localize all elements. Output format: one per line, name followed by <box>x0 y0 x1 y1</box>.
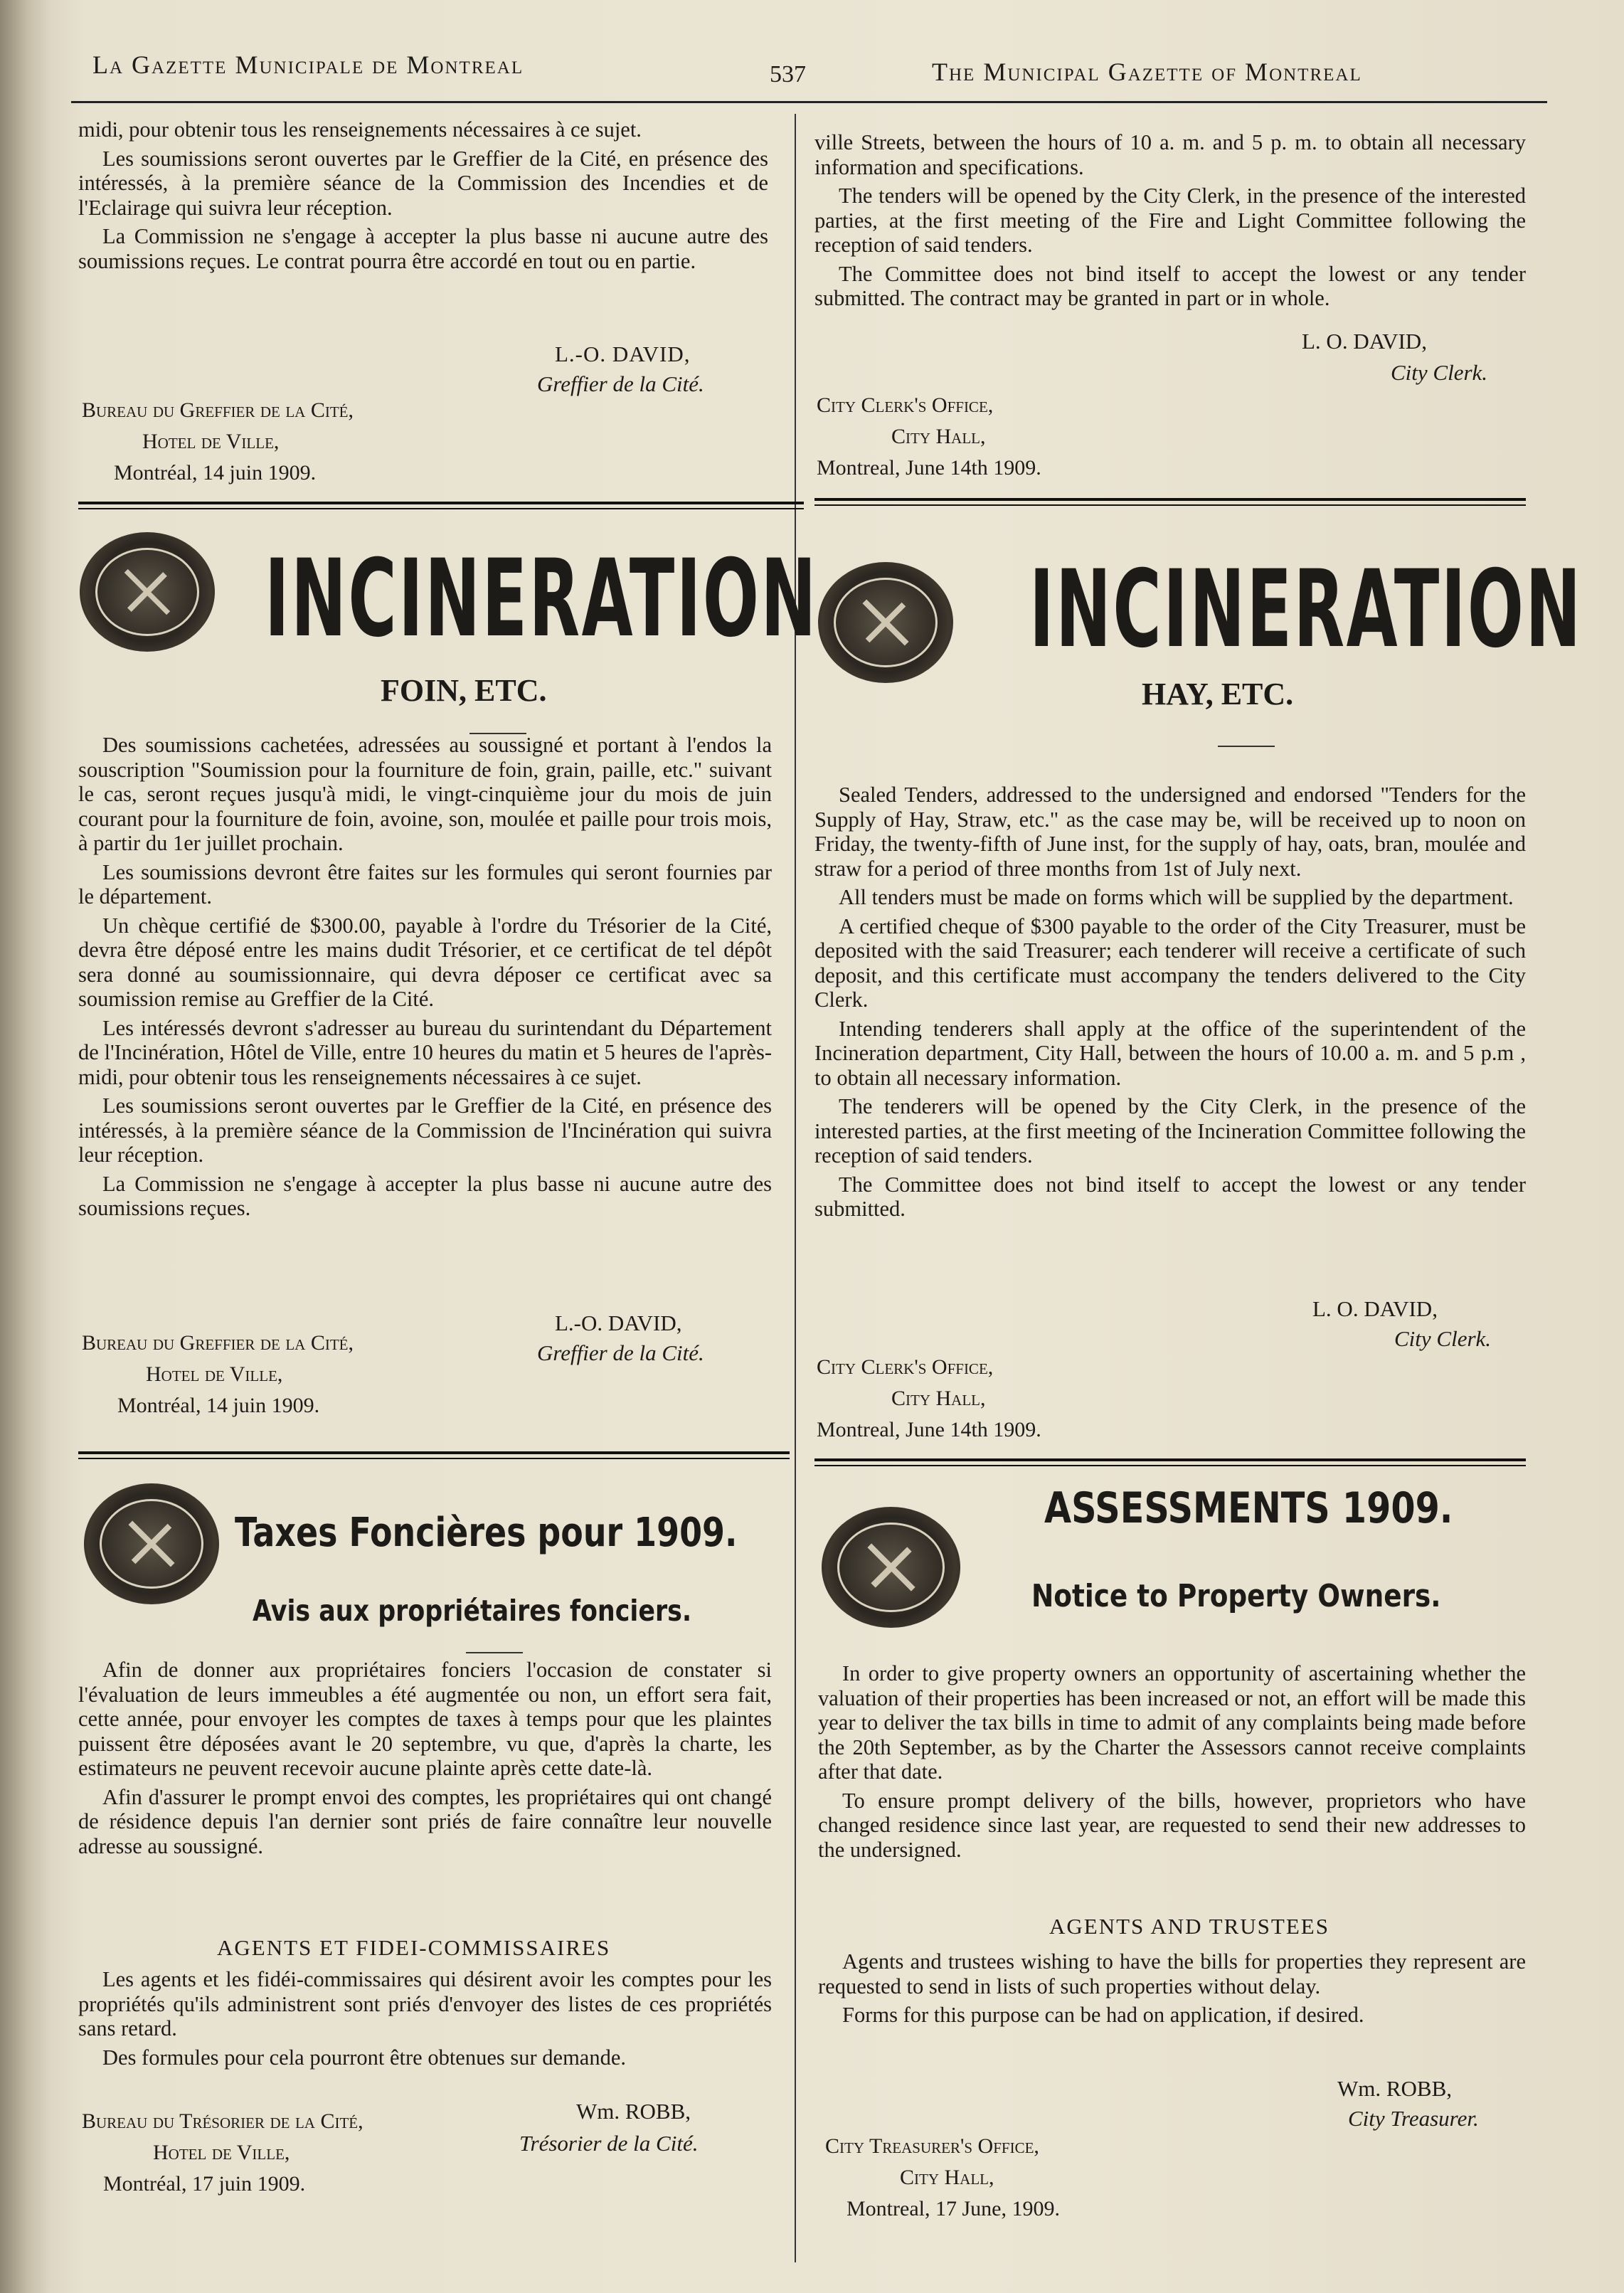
office-line: City Hall, <box>891 1387 986 1410</box>
short-rule <box>1218 746 1275 747</box>
paragraph: midi, pour obtenir tous les renseignements nécessaires à ce sujet. <box>78 117 642 142</box>
section-rule <box>814 1458 1526 1466</box>
office-address <box>82 1328 354 1421</box>
signature-name: L. O. DAVID, <box>1312 1296 1438 1321</box>
paragraph: Les soumissions seront ouvertes par le Greffier de la Cité, en présence des intéressés, à la première séance de la Commission des Incendies et de l'Eclairage qui suivra leur réception. <box>78 146 768 220</box>
city-seal-emblem <box>822 1507 960 1628</box>
signature-title: City Clerk. <box>1394 1326 1492 1351</box>
signature-title: City Treasurer. <box>1348 2106 1479 2131</box>
paragraph: The tenderers will be opened by the City Clerk, in the presence of the interested parties, at the first meeting of the Incineration Committee following the reception of said tenders. <box>814 1094 1526 1167</box>
paragraph: La Commission ne s'engage à accepter la plus basse ni aucune autre des soumissions reçues. <box>78 1171 772 1220</box>
paragraph: Les soumissions seront ouvertes par le Greffier de la Cité, en présence des intéressés, à la première séance de la Commission de l'Incinération qui suivra leur réception. <box>78 1093 772 1167</box>
paragraph: In order to give property owners an opportunity of ascertaining whether the valuation of their properties has been increased or not, an effort will be made this year to deliver the tax bills in time to admit of any complaints being made before the 20th September, as by the Charter the Assessors cannot receive complaints after that date. <box>818 1661 1526 1784</box>
office-address <box>82 395 354 489</box>
right-agents-text <box>818 1949 1526 2032</box>
header-rule <box>71 101 1547 103</box>
column-rule <box>795 114 796 2262</box>
left-agents-text <box>78 1967 772 2074</box>
city-seal-emblem <box>80 532 215 652</box>
section-subtitle: FOIN, ETC. <box>381 673 547 708</box>
paragraph: The Committee does not bind itself to accept the lowest or any tender submitted. <box>814 1172 1526 1221</box>
section-subtitle: HAY, ETC. <box>1142 677 1294 711</box>
office-line: City Clerk's Office, <box>817 393 994 417</box>
signature-title: Greffier de la Cité. <box>537 371 704 396</box>
office-line: Hotel de Ville, <box>153 2141 290 2164</box>
paragraph: The Committee does not bind itself to accept the lowest or any tender submitted. The contract may be granted in part or in whole. <box>814 261 1526 310</box>
signature-name: Wm. ROBB, <box>576 2099 691 2124</box>
city-seal-emblem <box>818 562 953 683</box>
office-line: City Hall, <box>891 425 986 448</box>
left-taxes-text <box>78 1658 772 1863</box>
signature-title: City Clerk. <box>1391 360 1488 385</box>
section-rule <box>814 498 1526 506</box>
paragraph: Afin de donner aux propriétaires fonciers l'occasion de constater si l'évaluation de leurs immeubles a été augmentée ou non, un effort sera fait, cette année, pour envoyer les comptes de taxes à temps pour que les plaintes puissent être déposées avant le 20 septembre, vu que, d'après la charte, les estimateurs ne peuvent recevoir aucune plainte après cette date-là. <box>78 1658 772 1780</box>
right-incineration-text <box>814 783 1526 1226</box>
office-line: Bureau du Trésorier de la Cité, <box>82 2109 363 2133</box>
paragraph: Les intéressés devront s'adresser au bureau du surintendant du Département de l'Incinération, Hôtel de Ville, entre 10 heures du matin et 5 heures de l'après-midi, pour obtenir tous les renseignements nécessaires à ce sujet. <box>78 1015 772 1089</box>
office-line: City Clerk's Office, <box>817 1355 994 1379</box>
paragraph: Forms for this purpose can be had on application, if desired. <box>842 2003 1364 2027</box>
section-subtitle: Avis aux propriétaires fonciers. <box>253 1594 692 1628</box>
office-line: Montréal, 17 juin 1909. <box>103 2172 306 2196</box>
paragraph: Un chèque certifié de $300.00, payable à l'ordre du Trésorier de la Cité, devra être déposé entre les mains dudit Trésorier, et ce certificat de tel dépôt sera donné au soumissionnaire, qui devra déposer ce certificat avec sa soumission remise au Greffier de la Cité. <box>78 913 772 1011</box>
paragraph: A certified cheque of $300 payable to the order of the City Treasurer, must be deposited with the said Treasurer; each tenderer will receive a certificate of such deposit, and this certificate must accompany the tenders delivered to the City Clerk. <box>814 914 1526 1012</box>
left-top-text <box>78 117 768 277</box>
office-line: Montréal, 14 juin 1909. <box>114 461 317 484</box>
page-number: 537 <box>770 61 806 88</box>
signature-title: Greffier de la Cité. <box>537 1340 704 1365</box>
paragraph: Les agents et les fidéi-commissaires qui désirent avoir les comptes pour les propriétés qu'ils administrent sont priés d'envoyer des listes de ces propriétés sans retard. <box>78 1967 772 2040</box>
office-address <box>825 2131 1060 2225</box>
section-subtitle: Notice to Property Owners. <box>1031 1578 1441 1614</box>
header-left: La Gazette Municipale de Montreal <box>92 51 524 79</box>
paragraph: Afin d'assurer le prompt envoi des comptes, les propriétaires qui ont changé de résidence depuis l'an dernier sont priés de faire connaître leur nouvelle adresse au soussigné. <box>78 1784 772 1858</box>
section-title: ASSESSMENTS 1909. <box>1044 1483 1453 1533</box>
city-seal-emblem <box>84 1483 219 1604</box>
office-address <box>817 390 1041 484</box>
section-title: INCINERATION <box>1029 548 1583 672</box>
signature-name: L.-O. DAVID, <box>555 341 691 366</box>
office-line: Montréal, 14 juin 1909. <box>117 1394 320 1417</box>
office-line: City Treasurer's Office, <box>825 2134 1039 2158</box>
paragraph: Des soumissions cachetées, adressées au soussigné et portant à l'endos la souscription "Soumission pour la fourniture de foin, grain, paille, etc." suivant le cas, seront reçues jusqu'à midi, le vingt-cinquième jour du mois de juin courant pour la fourniture de foin, avoine, son, moulée et paille pour trois mois, à partir du 1er juillet prochain. <box>78 733 772 855</box>
signature-name: L. O. DAVID, <box>1302 329 1427 354</box>
paragraph: Les soumissions devront être faites sur les formules qui seront fournies par le département. <box>78 859 772 909</box>
office-line: Montreal, 17 June, 1909. <box>847 2197 1060 2220</box>
office-line: Montreal, June 14th 1909. <box>817 1418 1041 1441</box>
section-rule <box>78 1451 790 1459</box>
office-line: Bureau du Greffier de la Cité, <box>82 398 354 422</box>
section-title: Taxes Foncières pour 1909. <box>235 1510 738 1556</box>
signature-name: Wm. ROBB, <box>1337 2076 1453 2101</box>
paragraph: ville Streets, between the hours of 10 a. m. and 5 p. m. to obtain all necessary information and specifications. <box>814 130 1526 179</box>
paragraph: Agents and trustees wishing to have the bills for properties they represent are requested to send in lists of such properties without delay. <box>818 1949 1526 1998</box>
short-rule <box>466 1652 523 1653</box>
right-assessments-text <box>818 1661 1526 1866</box>
paragraph: The tenders will be opened by the City Clerk, in the presence of the interested parties, at the first meeting of the Fire and Light Committee following the reception of said tenders. <box>814 184 1526 257</box>
office-line: City Hall, <box>900 2166 994 2189</box>
right-top-text <box>814 130 1526 315</box>
paragraph: All tenders must be made on forms which will be supplied by the department. <box>839 885 1514 909</box>
section-rule <box>78 502 804 509</box>
paragraph: Intending tenderers shall apply at the office of the superintendent of the Incineration department, City Hall, between the hours of 10.00 a. m. and 5 p.m , to obtain all necessary information. <box>814 1016 1526 1090</box>
office-line: Hotel de Ville, <box>142 430 280 453</box>
paragraph: La Commission ne s'engage à accepter la plus basse ni aucune autre des soumissions reçues. Le contrat pourra être accordé en tout ou en partie. <box>78 224 768 273</box>
signature-title: Trésorier de la Cité. <box>519 2131 699 2156</box>
paragraph: To ensure prompt delivery of the bills, however, proprietors who have changed residence since last year, are requested to send their new addresses to the undersigned. <box>818 1788 1526 1862</box>
subheading: AGENTS ET FIDEI-COMMISSAIRES <box>217 1935 611 1960</box>
paragraph: Sealed Tenders, addressed to the undersigned and endorsed "Tenders for the Supply of Hay, Straw, etc." as the case may be, will be received up to noon on Friday, the twenty-fifth of June inst, for the supply of hay, oats, bran, moulée and straw for a period of three months from 1st of July next. <box>814 783 1526 881</box>
binding-shadow <box>0 0 50 2293</box>
office-line: Bureau du Greffier de la Cité, <box>82 1331 354 1355</box>
section-title: INCINERATION <box>265 537 818 661</box>
office-address <box>82 2106 363 2200</box>
left-incineration-text <box>78 733 772 1225</box>
office-line: Hotel de Ville, <box>146 1362 283 1386</box>
header-right: The Municipal Gazette of Montreal <box>932 58 1362 86</box>
office-address <box>817 1352 1041 1446</box>
office-line: Montreal, June 14th 1909. <box>817 456 1041 480</box>
paragraph: Des formules pour cela pourront être obtenues sur demande. <box>102 2045 626 2070</box>
subheading: AGENTS AND TRUSTEES <box>1049 1914 1330 1939</box>
signature-name: L.-O. DAVID, <box>555 1310 682 1335</box>
